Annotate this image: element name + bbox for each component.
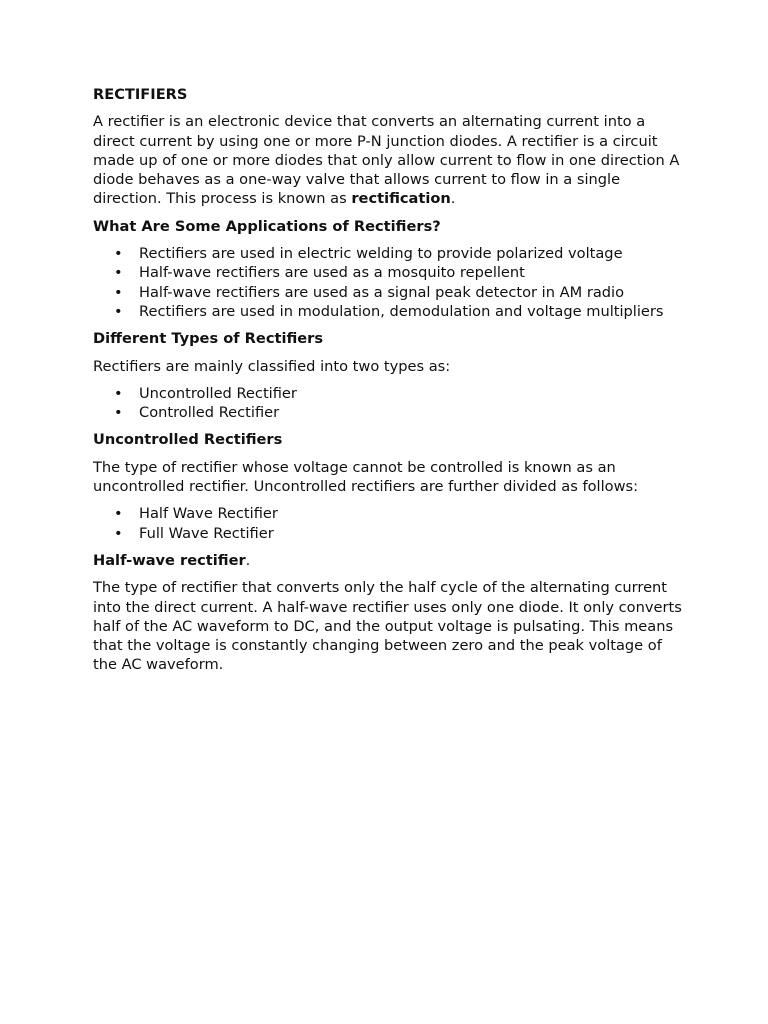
list-item: • Rectifiers are used in modulation, demodulation and voltage multipliers xyxy=(139,302,683,321)
uncontrolled-paragraph: The type of rectifier whose voltage cannot be controlled is known as an uncontrolled rectifier. Uncontrolled rectifiers are further divided as follows: xyxy=(93,458,639,496)
uncontrolled-list xyxy=(93,504,683,543)
list-item: • Uncontrolled Rectifier xyxy=(139,384,683,403)
list-item: • Full Wave Rectifier xyxy=(139,524,683,543)
document-title: RECTIFIERS xyxy=(93,86,188,103)
types-list xyxy=(93,384,683,423)
list-item: • Half-wave rectifiers are used as a signal peak detector in AM radio xyxy=(139,283,683,302)
halfwave-heading: Half-wave rectifier xyxy=(93,551,246,569)
document-page xyxy=(93,85,683,683)
list-item: • Rectifiers are used in electric welding to provide polarized voltage xyxy=(139,244,683,263)
applications-heading: What Are Some Applications of Rectifiers? xyxy=(93,217,441,235)
uncontrolled-heading: Uncontrolled Rectifiers xyxy=(93,431,283,449)
intro-emphasis: rectification xyxy=(351,190,451,208)
list-item: • Half Wave Rectifier xyxy=(139,504,683,523)
intro-end: . xyxy=(450,190,456,208)
list-item: • Controlled Rectifier xyxy=(139,403,683,422)
types-paragraph: Rectifiers are mainly classified into two types as: xyxy=(93,357,451,375)
applications-list xyxy=(93,244,683,321)
intro-text: A rectifier is an electronic device that converts an alternating current into a direct current by using one or more P-N junction diodes. A rectifier is a circuit made up of one or more diodes that only allow current to flow in one direction A diode behaves as a one-way valve that allows current to flow in a single direction. This process is known as xyxy=(93,113,680,208)
halfwave-heading-line xyxy=(93,551,683,570)
types-heading: Different Types of Rectifiers xyxy=(93,330,324,348)
intro-paragraph xyxy=(93,112,683,208)
list-item: • Half-wave rectifiers are used as a mosquito repellent xyxy=(139,263,683,282)
halfwave-paragraph: The type of rectifier that converts only the half cycle of the alternating current into the direct current. A half-wave rectifier uses only one diode. It only converts half of the AC waveform to DC, and the output voltage is pulsating. This means that the voltage is constantly changing between zero and the peak voltage of the AC waveform. xyxy=(93,579,682,674)
halfwave-heading-end: . xyxy=(245,551,251,569)
